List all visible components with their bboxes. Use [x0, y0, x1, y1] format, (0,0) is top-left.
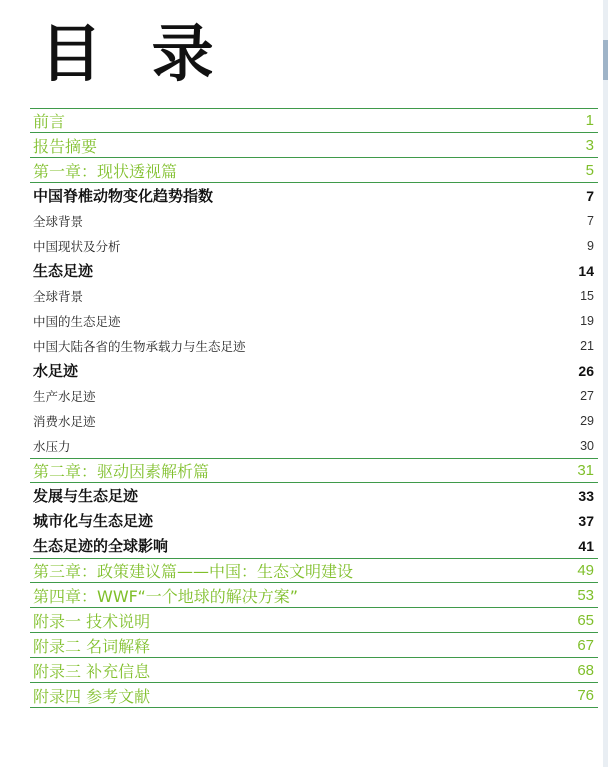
toc-entry[interactable] [30, 608, 598, 633]
toc-entry-label: 全球背景 [33, 213, 84, 229]
toc-entry-page-number: 9 [587, 238, 594, 253]
toc-entry[interactable] [30, 408, 598, 433]
toc-entry-label: 中国的生态足迹 [33, 313, 121, 329]
toc-entry-label: 附录三 补充信息 [33, 661, 151, 681]
toc-entry-page-number: 26 [578, 362, 594, 379]
toc-entry-page-number: 30 [580, 438, 594, 453]
toc-entry-page-number: 41 [578, 537, 594, 554]
toc-entry[interactable] [30, 158, 598, 183]
toc-entry[interactable] [30, 433, 598, 458]
toc-entry-page-number: 15 [580, 288, 594, 303]
toc-entry-label: 前言 [33, 112, 66, 131]
toc-entry-page-number: 65 [577, 611, 594, 629]
toc-entry[interactable] [30, 583, 598, 608]
toc-entry-page-number: 67 [577, 636, 594, 654]
scrollbar[interactable] [603, 0, 608, 767]
toc-entry[interactable] [30, 483, 598, 508]
toc-entry[interactable] [30, 558, 598, 583]
toc-entry[interactable] [30, 633, 598, 658]
toc-entry-label: 消费水足迹 [33, 413, 96, 429]
toc-entry[interactable] [30, 458, 598, 483]
toc-entry-page-number: 7 [586, 187, 594, 204]
toc-entry-label: 附录四 参考文献 [33, 686, 151, 706]
toc-entry-label: 生产水足迹 [33, 388, 96, 404]
toc-entry-label: 第三章：政策建议篇——中国：生态文明建设 [33, 562, 354, 581]
toc-entry-label: 附录二 名词解释 [33, 636, 151, 656]
scrollbar-thumb[interactable] [603, 40, 608, 80]
toc-entry[interactable] [30, 208, 598, 233]
toc-entry[interactable] [30, 333, 598, 358]
toc-entry[interactable] [30, 183, 598, 208]
toc-entry-page-number: 33 [578, 487, 594, 504]
toc-entry[interactable] [30, 283, 598, 308]
page-title: 目 录 [40, 17, 228, 90]
toc-entry[interactable] [30, 108, 598, 133]
toc-entry-page-number: 68 [577, 661, 594, 679]
toc-entry-label: 生态足迹 [33, 262, 94, 280]
toc-entry-page-number: 19 [580, 313, 594, 328]
toc-entry-label: 生态足迹的全球影响 [33, 537, 169, 555]
toc-entry[interactable] [30, 508, 598, 533]
toc-entry-page-number: 3 [585, 136, 594, 154]
toc-entry[interactable] [30, 308, 598, 333]
toc-entry-page-number: 53 [577, 586, 594, 604]
toc-entry-page-number: 76 [577, 686, 594, 704]
toc-entry-label: 发展与生态足迹 [33, 487, 139, 505]
toc-entry-page-number: 21 [580, 338, 594, 353]
toc-entry-label: 附录一 技术说明 [33, 611, 151, 631]
toc-entry[interactable] [30, 683, 598, 708]
toc-entry-page-number: 5 [585, 161, 594, 179]
toc-entry-label: 水足迹 [33, 362, 79, 380]
toc-entry[interactable] [30, 258, 598, 283]
toc-entry-label: 报告摘要 [33, 136, 98, 156]
toc-entry-page-number: 29 [580, 413, 594, 428]
toc-entry-page-number: 27 [580, 388, 594, 403]
toc-entry-label: 全球背景 [33, 288, 84, 304]
toc-entry-page-number: 37 [578, 512, 594, 529]
toc-entry-label: 城市化与生态足迹 [33, 512, 154, 530]
toc-entry-label: 第四章：WWF“一个地球的解决方案” [33, 586, 299, 606]
toc-entry-page-number: 31 [577, 462, 594, 479]
toc-entry[interactable] [30, 658, 598, 683]
toc-entry[interactable] [30, 383, 598, 408]
toc-entry-page-number: 7 [587, 213, 594, 228]
toc-entry[interactable] [30, 533, 598, 558]
toc-entry-page-number: 1 [585, 112, 594, 129]
toc-entry-label: 中国现状及分析 [33, 238, 121, 254]
toc-entry-page-number: 14 [578, 262, 594, 279]
toc-entry-page-number: 49 [577, 562, 594, 579]
toc-entry-label: 中国大陆各省的生物承载力与生态足迹 [33, 338, 246, 354]
toc-entry-label: 水压力 [33, 438, 71, 454]
table-of-contents [30, 108, 598, 708]
toc-entry[interactable] [30, 233, 598, 258]
toc-entry[interactable] [30, 358, 598, 383]
toc-entry-label: 中国脊椎动物变化趋势指数 [33, 187, 214, 205]
toc-entry-label: 第一章：现状透视篇 [33, 161, 178, 181]
toc-entry[interactable] [30, 133, 598, 158]
toc-entry-label: 第二章：驱动因素解析篇 [33, 462, 210, 481]
